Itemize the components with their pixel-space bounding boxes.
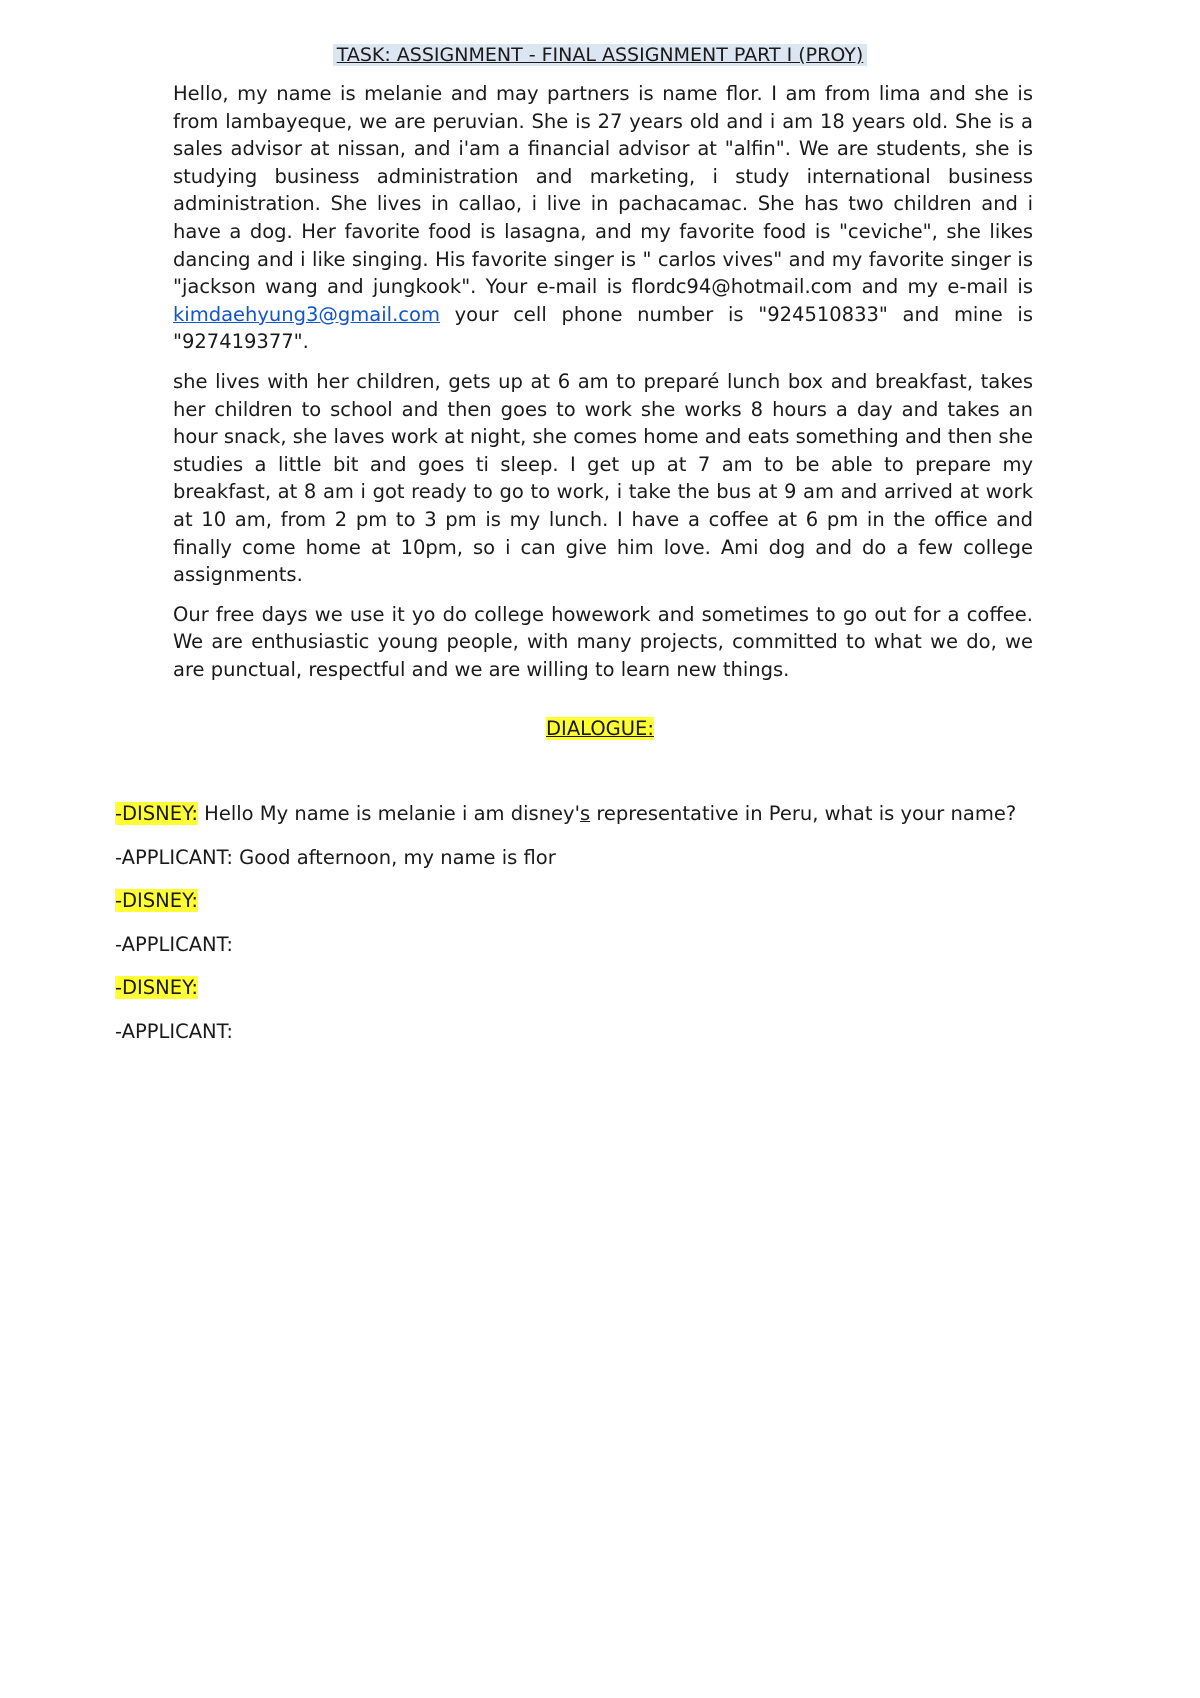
- dialogue-line: [115, 800, 1033, 828]
- document-title: [0, 40, 1200, 70]
- paragraph-intro-tail: your cell phone number is "924510833" and mine is "927419377".: [173, 302, 1033, 354]
- dialogue-text: Hello My name is melanie i am disney': [197, 802, 580, 825]
- dialogue-heading: [0, 714, 1200, 744]
- paragraph-intro: [173, 80, 1033, 356]
- dialogue-text-rest: representative in Peru, what is your name?: [590, 802, 1017, 825]
- dialogue-section: [115, 800, 1033, 1062]
- speaker-disney: -DISNEY:: [115, 889, 198, 913]
- dialogue-line-applicant: -APPLICANT:: [115, 932, 233, 956]
- paragraph-intro-text: Hello, my name is melanie and may partners is name flor. I am from lima and she is from lambayeque, we are peruvian. She is 27 years old and i am 18 years old. She is a sales advisor at nissan, and i'am a financial advisor at "alfin". We are students, she is studying business administration and marketing, i study international business administration. She lives in callao, i live in pachacamac. She has two children and i have a dog. Her favorite food is lasagna, and my favorite food is "ceviche", she likes dancing and i like singing. His favorite singer is " carlos vives" and my favorite singer is "jackson wang and jungkook". Your e-mail is flordc94@hotmail.com and my e-mail is: [173, 82, 1033, 299]
- paragraph-routine: she lives with her children, gets up at 6 am to preparé lunch box and breakfast, takes her children to school and then goes to work she works 8 hours a day and takes an hour snack, she laves work at night, she comes home and eats something and then she studies a little bit and goes ti sleep. I get up at 7 am to be able to prepare my breakfast, at 8 am i got ready to go to work, i take the bus at 9 am and arrived at work at 10 am, from 2 pm to 3 pm is my lunch. I have a coffee at 6 pm in the office and finally come home at 10pm, so i can give him love. Ami dog and do a few college assignments.: [173, 369, 1033, 587]
- dialogue-text-underlined: s: [579, 802, 591, 825]
- speaker-disney: -DISNEY:: [115, 802, 198, 825]
- dialogue-heading-text: DIALOGUE:: [546, 717, 654, 740]
- email-link[interactable]: kimdaehyung3@gmail.com: [173, 302, 440, 326]
- dialogue-line-disney: [115, 887, 1033, 915]
- dialogue-line-disney: [115, 974, 1033, 1002]
- speaker-disney: -DISNEY:: [115, 976, 198, 1000]
- title-text: TASK: ASSIGNMENT - FINAL ASSIGNMENT PART I (PROY): [333, 44, 868, 66]
- dialogue-line-applicant: -APPLICANT:: [115, 1019, 233, 1043]
- dialogue-line-applicant: -APPLICANT: Good afternoon, my name is flor: [115, 845, 556, 869]
- paragraph-free-days: Our free days we use it yo do college howework and sometimes to go out for a coffee. We are enthusiastic young people, with many projects, committed to what we do, we are punctual, respectful and we are willing to learn new things.: [173, 602, 1033, 681]
- intro-body: [173, 80, 1033, 695]
